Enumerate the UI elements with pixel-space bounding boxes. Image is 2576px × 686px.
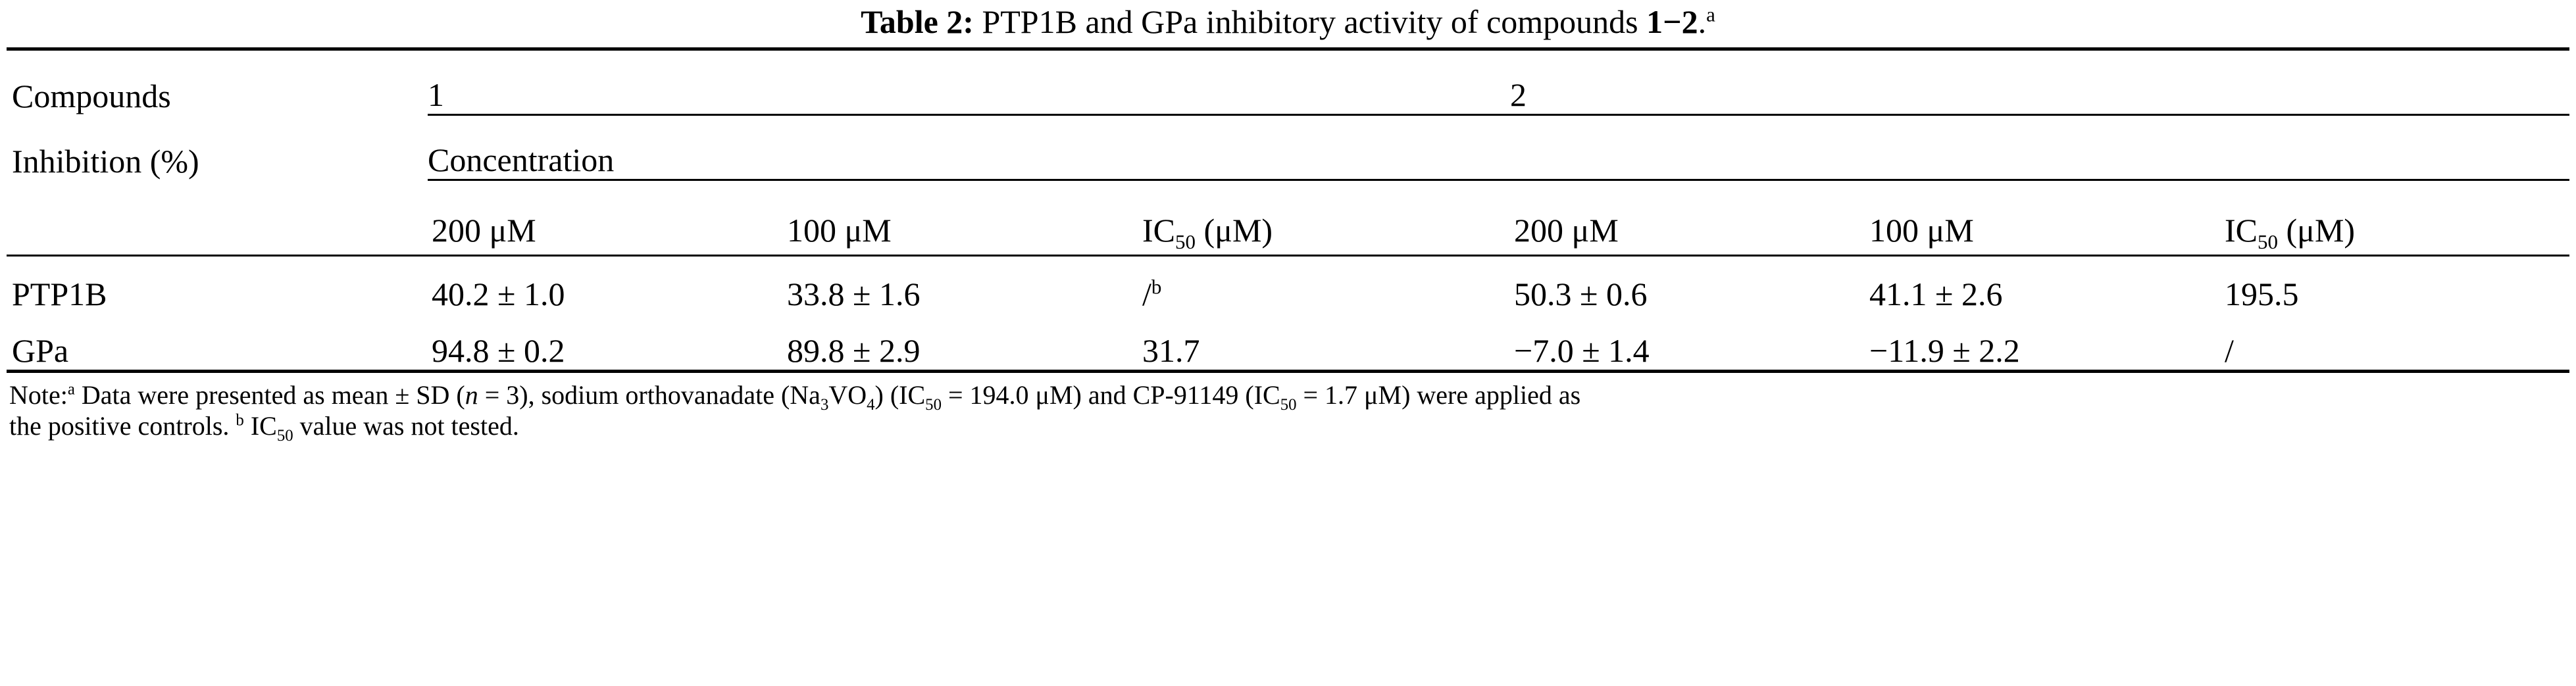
column-header-c2-ic50: $IC_{50}$ (μM) (2225, 212, 2356, 253)
data-table (7, 47, 2569, 373)
footnote-line-1: Note:$^a$ Data were presented as mean ± SD (n = 3), sodium orthovanadate $(Na_3VO_4) (IC_{50} = 194.0$ μM) and CP-91149 ($IC_{50} = 1.7$ μM) were applied as (9, 380, 1581, 414)
table-footnote (7, 373, 2569, 445)
cell-gpa-c1-100um: 89.8 ± 2.9 (787, 332, 921, 369)
cell-ptp1b-c2-200um: 50.3 ± 0.6 (1514, 276, 1648, 312)
cell-ptp1b-c2-ic50: 195.5 (2225, 276, 2299, 312)
cell-gpa-c1-200um: 94.8 ± 0.2 (432, 332, 565, 369)
cell-ptp1b-c1-200um: 40.2 ± 1.0 (432, 276, 565, 312)
cell-ptp1b-c1-100um: 33.8 ± 1.6 (787, 276, 921, 312)
footnote-line-2: the positive controls. $^b$ $IC_{50}$ value was not tested. (9, 411, 519, 445)
cell-gpa-c2-100um: −11.9 ± 2.2 (1869, 332, 2020, 369)
group-header-1: 1 (428, 49, 1510, 115)
column-header-c1-100um: 100 μM (787, 212, 892, 249)
cell-gpa-c2-ic50: / (2225, 332, 2234, 369)
row-label-compounds: Compounds (12, 77, 171, 114)
group-header-2: 2 (1510, 49, 2569, 115)
concentration-header: Concentration (428, 115, 2569, 180)
table-row (7, 313, 2569, 372)
column-header-c2-200um: 200 μM (1514, 212, 1619, 249)
table-row-inhibition-header (7, 115, 2569, 180)
caption-period: . (1698, 3, 1707, 40)
caption-text: PTP1B and GPa inhibitory activity of compounds (982, 3, 1638, 40)
cell-ptp1b-c2-100um: 41.1 ± 2.6 (1869, 276, 2003, 312)
column-header-c1-200um: 200 μM (432, 212, 536, 249)
column-header-c2-100um: 100 μM (1869, 212, 1974, 249)
table-row-column-headers (7, 180, 2569, 256)
empty-corner-cell (7, 180, 428, 256)
row-name-ptp1b: PTP1B (12, 276, 107, 312)
table-caption (7, 0, 2569, 47)
cell-gpa-c1-ic50: 31.7 (1142, 332, 1200, 369)
row-name-gpa: GPa (12, 332, 69, 369)
caption-compounds: 1−2 (1646, 3, 1698, 40)
column-header-c1-ic50: $IC_{50}$ (μM) (1142, 212, 1273, 253)
cell-ptp1b-c1-ic50: /$^b$ (1142, 275, 1162, 312)
row-label-inhibition: Inhibition (%) (12, 142, 199, 180)
table-row-compounds-header (7, 49, 2569, 115)
cell-gpa-c2-200um: −7.0 ± 1.4 (1514, 332, 1650, 369)
caption-footnote-marker: a (1706, 3, 1715, 26)
table-row (7, 256, 2569, 314)
caption-label: Table 2: (861, 3, 974, 40)
